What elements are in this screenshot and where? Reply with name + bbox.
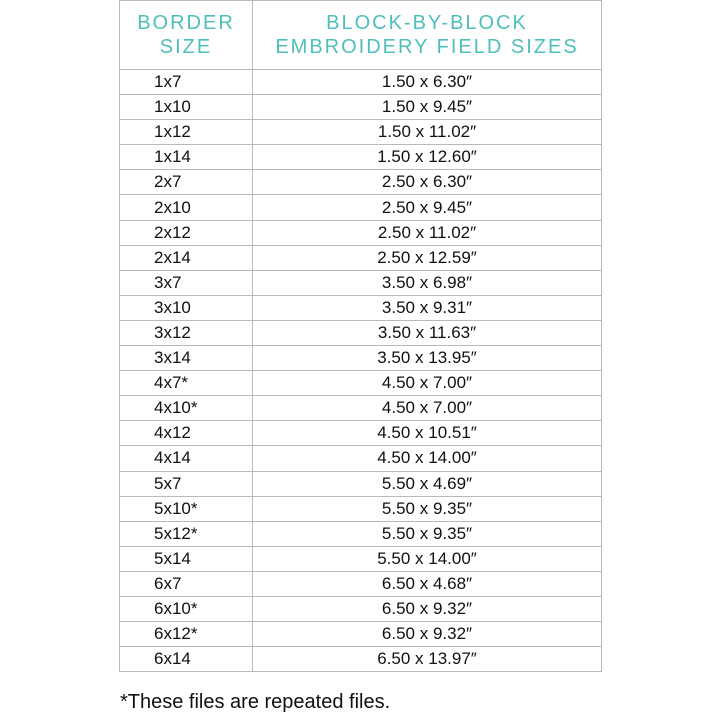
border-size-cell: 6x12*: [120, 622, 253, 647]
border-size-cell: 3x10: [120, 295, 253, 320]
field-size-cell: 5.50 x 9.35″: [253, 521, 602, 546]
field-size-cell: 1.50 x 9.45″: [253, 95, 602, 120]
table-row: [120, 170, 602, 195]
table-row: [120, 471, 602, 496]
field-size-cell: 2.50 x 11.02″: [253, 220, 602, 245]
border-size-cell: 5x14: [120, 546, 253, 571]
field-size-cell: 5.50 x 14.00″: [253, 546, 602, 571]
field-size-header: [253, 1, 602, 70]
border-size-cell: 2x14: [120, 245, 253, 270]
table-row: [120, 95, 602, 120]
size-chart: [119, 0, 601, 692]
table-row: [120, 270, 602, 295]
table-row: [120, 245, 602, 270]
table-row: [120, 220, 602, 245]
table-row: [120, 571, 602, 596]
field-size-cell: 6.50 x 13.97″: [253, 647, 602, 672]
border-size-header-line-2: SIZE: [159, 36, 213, 58]
border-size-cell: 2x10: [120, 195, 253, 220]
border-size-cell: 2x12: [120, 220, 253, 245]
border-size-cell: 6x14: [120, 647, 253, 672]
field-size-cell: 2.50 x 12.59″: [253, 245, 602, 270]
table-header: [120, 1, 602, 70]
field-size-cell: 6.50 x 9.32″: [253, 622, 602, 647]
table-row: [120, 496, 602, 521]
field-size-cell: 1.50 x 11.02″: [253, 120, 602, 145]
border-size-cell: 2x7: [120, 170, 253, 195]
border-size-cell: 5x10*: [120, 496, 253, 521]
field-size-cell: 3.50 x 11.63″: [253, 320, 602, 345]
table-row: [120, 446, 602, 471]
field-size-cell: 5.50 x 4.69″: [253, 471, 602, 496]
table-row: [120, 371, 602, 396]
field-size-header-line-2: EMBROIDERY FIELD SIZES: [275, 36, 579, 58]
field-size-cell: 4.50 x 10.51″: [253, 421, 602, 446]
field-size-cell: 4.50 x 14.00″: [253, 446, 602, 471]
border-size-cell: 5x12*: [120, 521, 253, 546]
border-size-cell: 3x14: [120, 346, 253, 371]
table-row: [120, 145, 602, 170]
table-row: [120, 421, 602, 446]
field-size-cell: 4.50 x 7.00″: [253, 396, 602, 421]
border-size-cell: 4x12: [120, 421, 253, 446]
border-size-cell: 5x7: [120, 471, 253, 496]
table-row: [120, 396, 602, 421]
table-row: [120, 120, 602, 145]
table-body: [120, 70, 602, 672]
field-size-cell: 2.50 x 6.30″: [253, 170, 602, 195]
field-size-cell: 3.50 x 9.31″: [253, 295, 602, 320]
border-size-cell: 1x10: [120, 95, 253, 120]
border-size-header-line-1: BORDER: [137, 12, 235, 34]
header-row: [120, 1, 602, 70]
table-row: [120, 546, 602, 571]
field-size-cell: 3.50 x 13.95″: [253, 346, 602, 371]
field-size-cell: 6.50 x 9.32″: [253, 596, 602, 621]
field-size-cell: 4.50 x 7.00″: [253, 371, 602, 396]
field-size-header-line-1: BLOCK-BY-BLOCK: [326, 12, 528, 34]
field-size-cell: 2.50 x 9.45″: [253, 195, 602, 220]
border-size-cell: 1x7: [120, 70, 253, 95]
table-row: [120, 596, 602, 621]
border-size-cell: 1x14: [120, 145, 253, 170]
field-size-cell: 6.50 x 4.68″: [253, 571, 602, 596]
table-row: [120, 521, 602, 546]
table-row: [120, 622, 602, 647]
table-row: [120, 320, 602, 345]
table-row: [120, 295, 602, 320]
border-size-cell: 1x12: [120, 120, 253, 145]
border-size-cell: 3x12: [120, 320, 253, 345]
border-size-cell: 3x7: [120, 270, 253, 295]
border-size-header: [120, 1, 253, 70]
field-size-cell: 1.50 x 12.60″: [253, 145, 602, 170]
field-size-cell: 5.50 x 9.35″: [253, 496, 602, 521]
field-size-cell: 1.50 x 6.30″: [253, 70, 602, 95]
border-size-cell: 4x10*: [120, 396, 253, 421]
table-row: [120, 70, 602, 95]
table-row: [120, 346, 602, 371]
border-size-cell: 4x14: [120, 446, 253, 471]
border-size-cell: 4x7*: [120, 371, 253, 396]
table-row: [120, 195, 602, 220]
footnote: *These files are repeated files.: [120, 691, 391, 713]
field-size-cell: 3.50 x 6.98″: [253, 270, 602, 295]
table-row: [120, 647, 602, 672]
border-size-cell: 6x7: [120, 571, 253, 596]
size-table: [119, 0, 602, 672]
border-size-cell: 6x10*: [120, 596, 253, 621]
